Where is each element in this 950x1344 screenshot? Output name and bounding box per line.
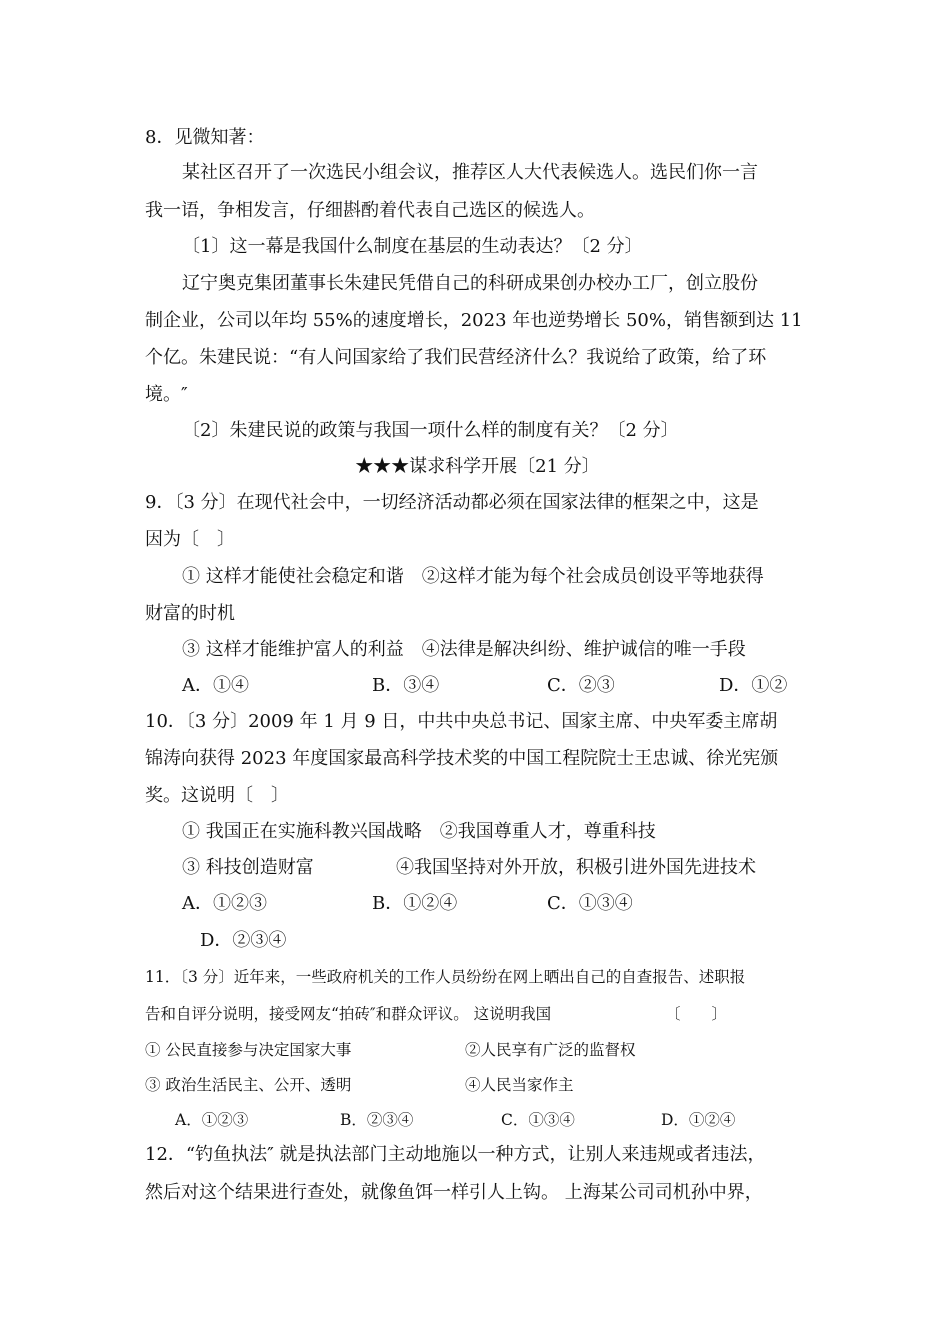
q8-paragraph2-line1: 辽宁奥克集团董事长朱建民凭借自己的科研成果创办校办工厂，创立股份 (182, 273, 758, 294)
q10-option-c[interactable]: C．①③④ (547, 893, 633, 914)
q11-statement4: ④人民当家作主 (465, 1076, 574, 1094)
q12-stem-line1: 12．“钓鱼执法″ 就是执法部门主动地施以一种方式，让别人来违规或者违法， (145, 1144, 766, 1165)
q9-option-b[interactable]: B．③④ (372, 675, 440, 696)
q10-stem-line2: 锦涛向获得 2023 年度国家最高科学技术奖的中国工程院院士王忠诚、徐光宪颁 (145, 748, 779, 769)
q11-option-d[interactable]: D．①②④ (661, 1111, 736, 1129)
q10-stem-line1: 10．〔3 分〕2009 年 1 月 9 日，中共中央总书记、国家主席、中央军委主席胡 (145, 711, 778, 732)
q9-statement1-cont: 财富的时机 (145, 603, 235, 624)
q11-option-b[interactable]: B．②③④ (340, 1111, 414, 1129)
q11-statement2: ②人民享有广泛的监督权 (465, 1041, 636, 1059)
q8-subquestion1: 〔1〕这一幕是我国什么制度在基层的生动表达？〔2 分〕 (182, 236, 643, 257)
q8-paragraph1-line2: 我一语，争相发言，仔细斟酌着代表自己选区的候选人。 (145, 200, 595, 221)
q10-statement2-b: ④我国坚持对外开放，积极引进外国先进技术 (396, 857, 756, 878)
q8-paragraph2-line3: 个亿。朱建民说：“有人问国家给了我们民营经济什么？我说给了政策，给了环 (145, 347, 767, 368)
q10-statement1: ① 我国正在实施科教兴国战略 ②我国尊重人才，尊重科技 (182, 821, 656, 842)
q11-stem-line2-text: 告和自评分说明，接受网友“拍砖″和群众评议。 这说明我国 (145, 1005, 552, 1023)
q10-statement2-a: ③ 科技创造财富 (182, 857, 314, 878)
q10-option-a[interactable]: A．①②③ (182, 893, 267, 914)
q8-subquestion2: 〔2〕朱建民说的政策与我国一项什么样的制度有关？〔2 分〕 (182, 420, 679, 441)
q11-option-a[interactable]: A．①②③ (175, 1111, 249, 1129)
q9-option-a[interactable]: A．①④ (182, 675, 249, 696)
q11-statement3: ③ 政治生活民主、公开、透明 (145, 1076, 352, 1094)
q9-stem-line1: 9．〔3 分〕在现代社会中，一切经济活动都必须在国家法律的框架之中，这是 (145, 492, 759, 513)
q9-statement1: ① 这样才能使社会稳定和谐 ②这样才能为每个社会成员创设平等地获得 (182, 566, 764, 587)
q12-stem-line2: 然后对这个结果进行查处，就像鱼饵一样引人上钩。 上海某公司司机孙中界， (145, 1182, 763, 1203)
q11-stem-line1: 11．〔3 分〕近年来，一些政府机关的工作人员纷纷在网上晒出自己的自查报告、述职报 (145, 968, 746, 986)
q9-option-c[interactable]: C．②③ (547, 675, 615, 696)
q9-stem-line2: 因为〔 〕 (145, 529, 235, 550)
q9-statement2: ③ 这样才能维护富人的利益 ④法律是解决纠纷、维护诚信的唯一手段 (182, 639, 746, 660)
q11-statement1: ① 公民直接参与决定国家大事 (145, 1041, 352, 1059)
q9-option-d[interactable]: D．①② (719, 675, 788, 696)
q8-title: 8．见微知著： (145, 127, 265, 148)
q8-paragraph2-line2: 制企业，公司以年均 55%的速度增长，2023 年也逆势增长 50%，销售额到达 11 (145, 310, 803, 331)
q11-answer-paren: 〔 〕 (665, 1005, 728, 1023)
q8-paragraph1-line1: 某社区召开了一次选民小组会议，推荐区人大代表候选人。选民们你一言 (182, 162, 758, 183)
q11-option-c[interactable]: C．①③④ (501, 1111, 575, 1129)
q10-option-b[interactable]: B．①②④ (372, 893, 458, 914)
q8-paragraph2-line4: 境。″ (145, 384, 188, 405)
section-heading: ★★★谋求科学开展〔21 分〕 (355, 456, 600, 477)
q11-stem-line2 (145, 1003, 810, 1025)
q10-stem-line3: 奖。这说明〔 〕 (145, 785, 289, 806)
q10-option-d[interactable]: D．②③④ (200, 930, 287, 951)
